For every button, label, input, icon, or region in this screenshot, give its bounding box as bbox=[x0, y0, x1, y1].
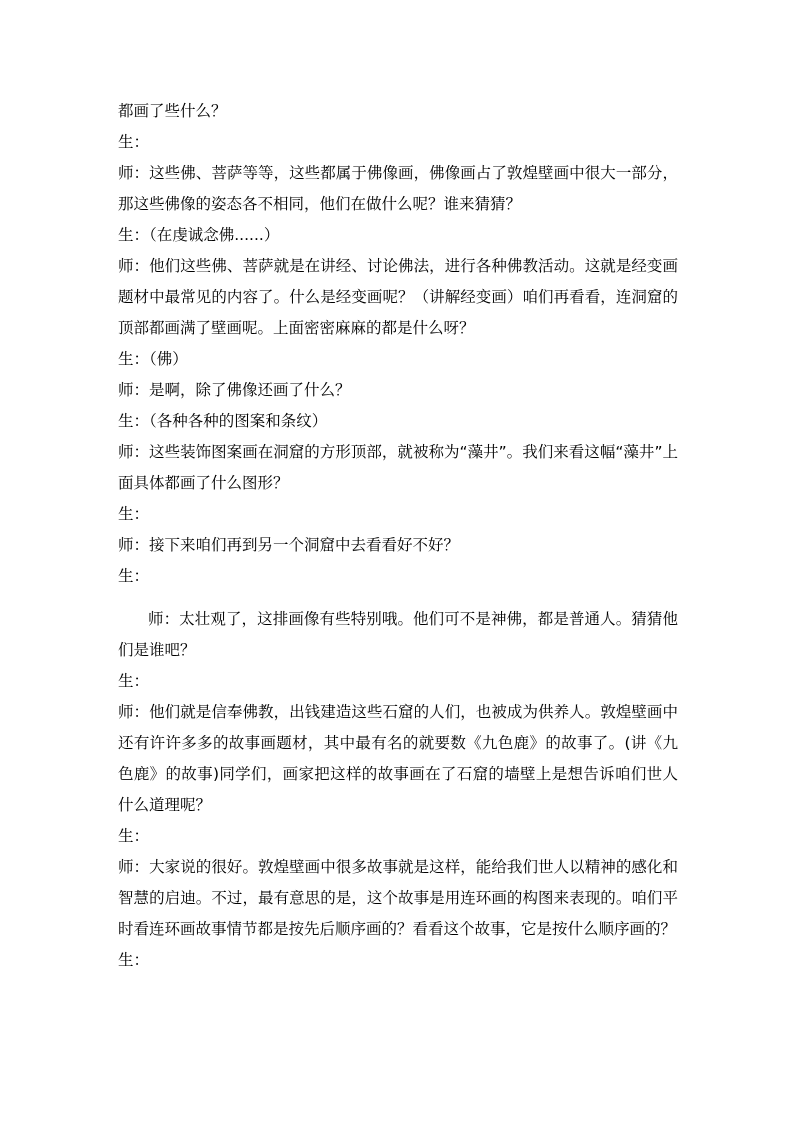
paragraph-gap bbox=[118, 592, 678, 604]
student-line: 生： bbox=[118, 827, 150, 845]
document-body bbox=[118, 96, 678, 976]
teacher-line: 师：这些佛、菩萨等等，这些都属于佛像画，佛像画占了敦煌壁画中很大一部分，那这些佛像的姿态各不相同，他们在做什么呢？谁来猜猜？ bbox=[118, 164, 678, 213]
student-line: 生：（在虔诚念佛......） bbox=[118, 226, 280, 244]
teacher-line: 师：太壮观了，这排画像有些特别哦。他们可不是神佛，都是普通人。猜猜他们是谁吧？ bbox=[118, 610, 678, 659]
student-line: 生：（各种各种的图案和条纹） bbox=[118, 412, 328, 430]
student-line: 生： bbox=[118, 567, 150, 585]
teacher-line: 师：他们就是信奉佛教，出钱建造这些石窟的人们，也被成为供养人。敦煌壁画中还有许许多多的故事画题材，其中最有名的就要数《九色鹿》的故事了。(讲《九色鹿》的故事)同学们，画家把这样的故事画在了石窟的墙壁上是想告诉咱们世人什么道理呢？ bbox=[118, 703, 678, 814]
teacher-line: 师：他们这些佛、菩萨就是在讲经、讨论佛法，进行各种佛教活动。这就是经变画题材中最常见的内容了。什么是经变画呢？（讲解经变画）咱们再看看，连洞窟的顶部都画满了壁画呢。上面密密麻麻的都是什么呀？ bbox=[118, 257, 678, 337]
teacher-line: 师：大家说的很好。敦煌壁画中很多故事就是这样，能给我们世人以精神的感化和智慧的启迪。不过，最有意思的是，这个故事是用连环画的构图来表现的。咱们平时看连环画故事情节都是按先后顺序画的？看看这个故事，它是按什么顺序画的？ bbox=[118, 858, 678, 938]
teacher-line: 师：这些装饰图案画在洞窟的方形顶部，就被称为“藻井”。我们来看这幅“藻井”上面具体都画了什么图形？ bbox=[118, 443, 678, 492]
paragraph: 都画了些什么？ bbox=[118, 102, 227, 120]
teacher-line: 师：接下来咱们再到另一个洞窟中去看看好不好？ bbox=[118, 536, 460, 554]
student-line: 生： bbox=[118, 672, 150, 690]
student-line: 生： bbox=[118, 951, 150, 969]
student-line: 生：（佛） bbox=[118, 350, 188, 368]
teacher-line: 师：是啊，除了佛像还画了什么？ bbox=[118, 381, 351, 399]
student-line: 生： bbox=[118, 505, 150, 523]
student-line: 生： bbox=[118, 133, 150, 151]
